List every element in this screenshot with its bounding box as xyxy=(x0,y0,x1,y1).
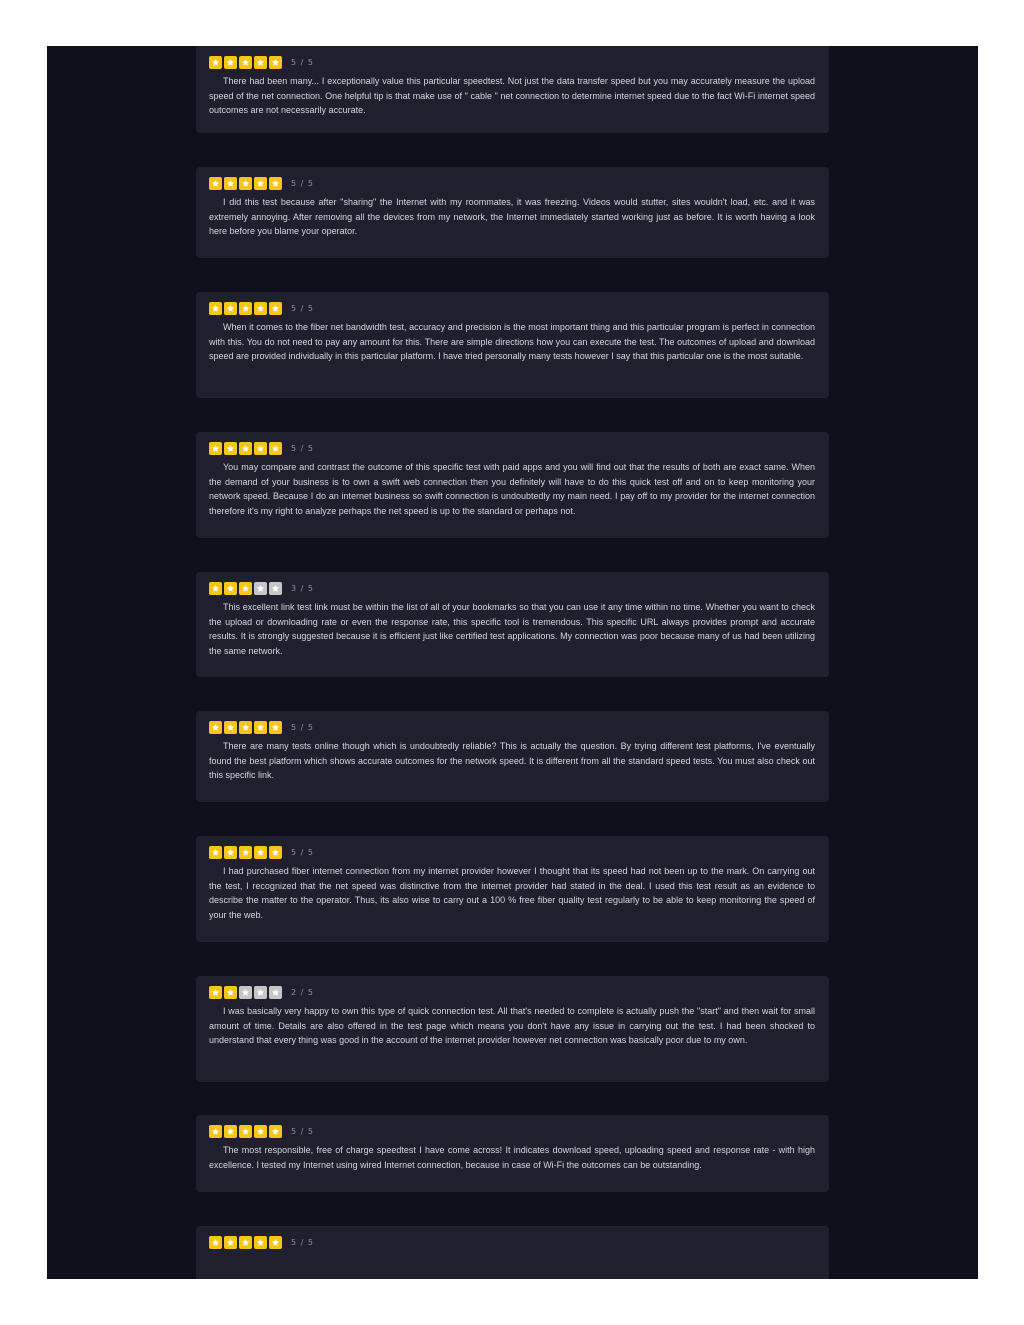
star-rating xyxy=(209,302,282,315)
review-card xyxy=(196,432,829,538)
star-icon xyxy=(209,56,222,69)
star-icon xyxy=(224,302,237,315)
star-icon xyxy=(209,986,222,999)
review-text: The most responsible, free of charge speedtest I have come across! It indicates download speed, uploading speed and response rate - with high excellence. I tested my Internet using wired Internet connection, because in case of Wi-Fi the outcomes can be outstanding. xyxy=(209,1145,815,1170)
star-rating xyxy=(209,721,282,734)
star-rating xyxy=(209,442,282,455)
star-icon xyxy=(269,442,282,455)
rating-row xyxy=(209,1123,815,1139)
star-icon xyxy=(254,302,267,315)
star-icon xyxy=(209,582,222,595)
star-icon xyxy=(224,846,237,859)
star-icon xyxy=(269,846,282,859)
star-rating xyxy=(209,56,282,69)
star-icon xyxy=(254,1236,267,1249)
star-icon xyxy=(239,302,252,315)
review-card xyxy=(196,572,829,677)
star-rating xyxy=(209,986,282,999)
star-icon xyxy=(224,721,237,734)
rating-score: 5 / 5 xyxy=(291,57,314,67)
rating-row xyxy=(209,175,815,191)
star-icon xyxy=(254,721,267,734)
star-icon xyxy=(239,721,252,734)
rating-row xyxy=(209,719,815,735)
review-text: When it comes to the fiber net bandwidth test, accuracy and precision is the most important thing and this particular program is perfect in connection with this. You do not need to pay any amount for this. There are simple directions how you can execute the test. The outcomes of upload and download speed are provided individually in this particular platform. I have tried personally many tests however I say that this particular one is the most suitable. xyxy=(209,322,815,361)
rating-score: 2 / 5 xyxy=(291,987,314,997)
review-card xyxy=(196,836,829,942)
star-icon xyxy=(209,302,222,315)
star-icon xyxy=(224,986,237,999)
star-icon xyxy=(239,1236,252,1249)
star-rating xyxy=(209,177,282,190)
star-icon xyxy=(269,56,282,69)
review-text: I had purchased fiber internet connection from my internet provider however I thought that its speed had not been up to the mark. On carrying out the test, I recognized that the net speed was distinctive from the internet provider had stated in the deal. I used this test result as an evidence to describe the matter to the operator. Thus, its also wise to carry out a 100 % free fiber quality test regularly to be able to keep monitoring the speed of your the web. xyxy=(209,866,815,920)
review-text: There had been many... I exceptionally value this particular speedtest. Not just the data transfer speed but you may accurately measure the upload speed of the net connection. One helpful tip is that make use of " cable " net connection to determine internet speed due to the fact Wi-Fi internet speed outcomes are not necessarily accurate. xyxy=(209,76,815,115)
review-card xyxy=(196,167,829,258)
review-text: This excellent link test link must be within the list of all of your bookmarks so that you can use it any time within no time. Whether you want to check the upload or downloading rate or even the response rate, this specific tool is tremendous. This specific URL always provides prompt and accurate results. It is strongly suggested because it is efficient just like certified test applications. My connection was poor because many of us had been utilizing the same network. xyxy=(209,602,815,656)
rating-row xyxy=(209,1234,815,1250)
star-rating xyxy=(209,1125,282,1138)
star-icon xyxy=(254,1125,267,1138)
star-icon xyxy=(269,1236,282,1249)
review-text: There are many tests online though which is undoubtedly reliable? This is actually the question. By trying different test platforms, I've eventually found the best platform which shows accurate outcomes for the network speed. It is different from all the standard speed tests. You must also check out this specific link. xyxy=(209,741,815,780)
review-card xyxy=(196,1115,829,1192)
star-icon xyxy=(239,582,252,595)
star-icon xyxy=(239,442,252,455)
rating-score: 5 / 5 xyxy=(291,443,314,453)
star-icon xyxy=(239,846,252,859)
star-icon xyxy=(269,1125,282,1138)
star-icon xyxy=(269,302,282,315)
star-rating xyxy=(209,1236,282,1249)
rating-score: 5 / 5 xyxy=(291,1237,314,1247)
star-icon xyxy=(269,582,282,595)
rating-row xyxy=(209,844,815,860)
star-rating xyxy=(209,582,282,595)
review-text: You may compare and contrast the outcome of this specific test with paid apps and you will find out that the results of both are exact same. When the demand of your business is to own a swift web connection then you definitely will have to do this quick test off and on to keep monitoring your network speed. Because I do an internet business so swift connection is undoubtedly my main need. I pay off to my provider for the internet connection therefore it's my right to analyze perhaps the net speed is up to the standard or perhaps not. xyxy=(209,462,815,516)
star-icon xyxy=(209,1236,222,1249)
star-icon xyxy=(224,1236,237,1249)
star-icon xyxy=(254,846,267,859)
star-icon xyxy=(269,721,282,734)
star-icon xyxy=(254,442,267,455)
star-icon xyxy=(224,1125,237,1138)
rating-row xyxy=(209,54,815,70)
rating-score: 5 / 5 xyxy=(291,303,314,313)
star-icon xyxy=(224,442,237,455)
rating-row xyxy=(209,300,815,316)
star-icon xyxy=(239,1125,252,1138)
rating-score: 5 / 5 xyxy=(291,847,314,857)
star-icon xyxy=(239,986,252,999)
star-icon xyxy=(269,177,282,190)
rating-row xyxy=(209,440,815,456)
star-icon xyxy=(209,442,222,455)
star-icon xyxy=(209,846,222,859)
rating-row xyxy=(209,580,815,596)
star-icon xyxy=(239,177,252,190)
star-rating xyxy=(209,846,282,859)
rating-score: 5 / 5 xyxy=(291,178,314,188)
star-icon xyxy=(269,986,282,999)
rating-score: 5 / 5 xyxy=(291,722,314,732)
reviews-panel xyxy=(47,46,978,1279)
star-icon xyxy=(254,56,267,69)
rating-score: 5 / 5 xyxy=(291,1126,314,1136)
review-text: I did this test because after "sharing" the Internet with my roommates, it was freezing. Videos would stutter, sites wouldn't load, etc. and it was extremely annoying. After removing all the devices from my network, the Internet immediately started working just as before. It is worth having a look here before you blame your operator. xyxy=(209,197,815,236)
star-icon xyxy=(209,1125,222,1138)
star-icon xyxy=(254,177,267,190)
star-icon xyxy=(224,582,237,595)
review-card xyxy=(196,711,829,802)
star-icon xyxy=(224,177,237,190)
review-card xyxy=(196,1226,829,1279)
rating-row xyxy=(209,984,815,1000)
review-card xyxy=(196,976,829,1082)
star-icon xyxy=(224,56,237,69)
review-card xyxy=(196,292,829,398)
star-icon xyxy=(254,986,267,999)
star-icon xyxy=(254,582,267,595)
star-icon xyxy=(239,56,252,69)
star-icon xyxy=(209,721,222,734)
star-icon xyxy=(209,177,222,190)
rating-score: 3 / 5 xyxy=(291,583,314,593)
review-card xyxy=(196,46,829,133)
review-text: I was basically very happy to own this type of quick connection test. All that's needed to complete is actually push the "start" and then wait for small amount of time. Details are also offered in the test page which means you don't have any issue in carrying out the test. I had been shocked to understand that every thing was good in the account of the internet provider however net connection was basically poor due to my own. xyxy=(209,1006,815,1045)
